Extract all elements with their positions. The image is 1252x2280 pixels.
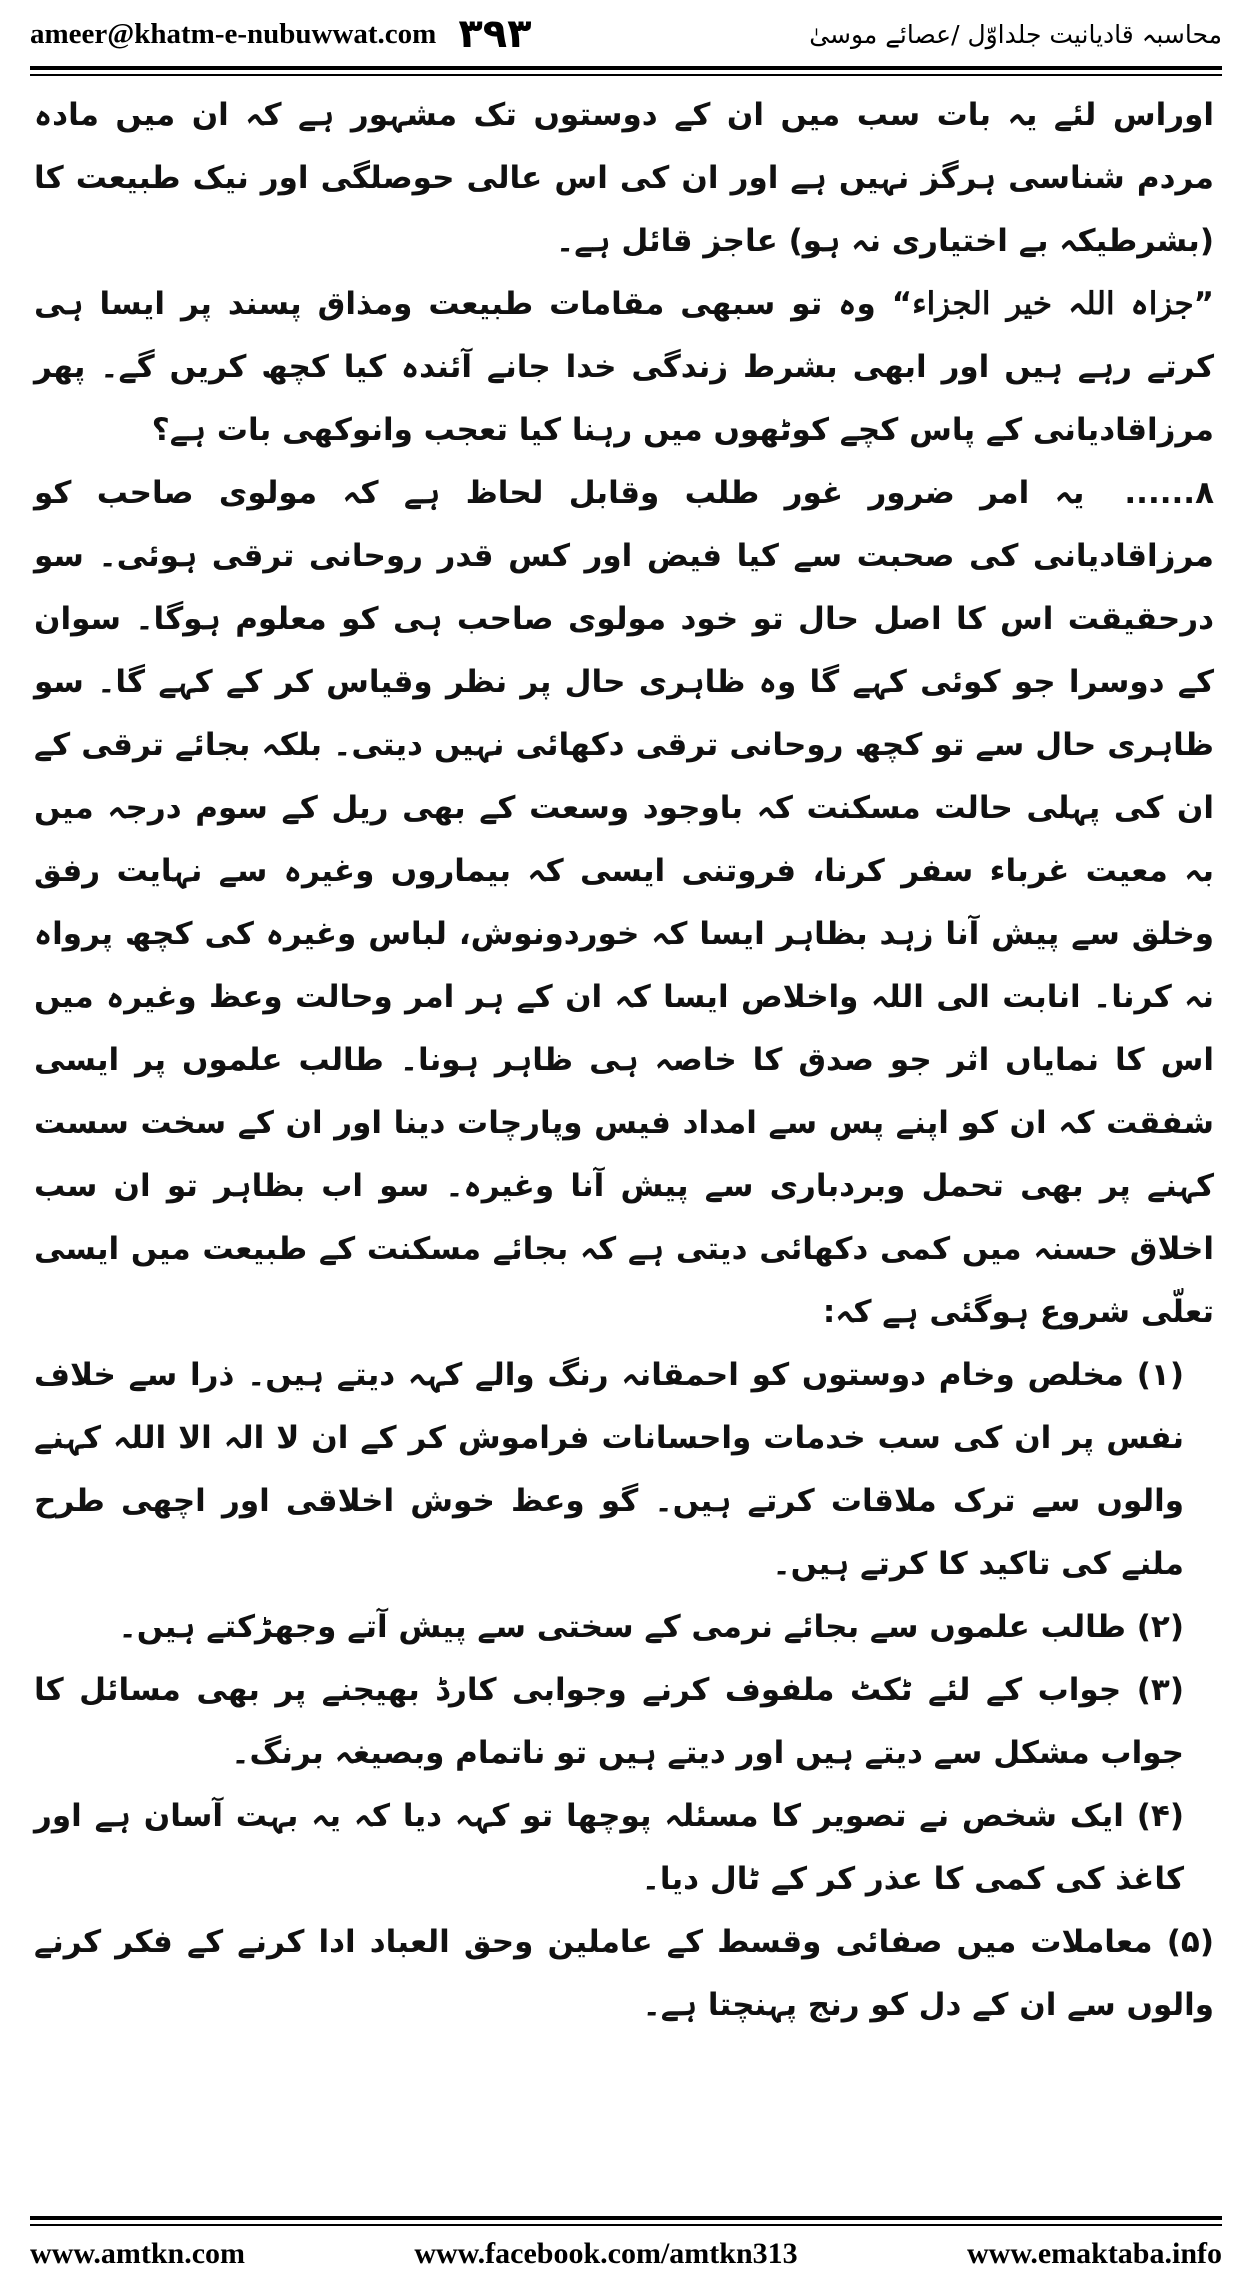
paragraph-1: اوراس لئے یہ بات سب میں ان کے دوستوں تک مشہور ہے کہ ان میں مادہ مردم شناسی ہرگز نہیں ہے اور ان کی اس عالی حوصلگی اور نیک طبیعت کا (بشرطیکہ بے اختیاری نہ ہو) عاجز قائل ہے۔ (34, 97, 1214, 259)
book-title: محاسبہ قادیانیت جلداوّل /عصائے موسیٰ (809, 19, 1222, 49)
item-text: طالب علموں سے بجائے نرمی کے سختی سے پیش آتے وجھڑکتے ہیں۔ (118, 1609, 1126, 1645)
list-item (34, 1344, 1214, 1596)
footer-link-emaktaba[interactable]: www.emaktaba.info (966, 2237, 1222, 2270)
item-text: ایک شخص نے تصویر کا مسئلہ پوچھا تو کہہ دیا کہ یہ بہت آسان ہے اور کاغذ کی کمی کا عذر کر کے ٹال دیا۔ (34, 1798, 1184, 1897)
page-footer (30, 2232, 1222, 2276)
page-number: ۳۹۳ (458, 11, 532, 57)
list-item (34, 1911, 1214, 2037)
item-number: (۲) (1136, 1609, 1184, 1645)
footer-rule-thick (30, 2216, 1222, 2220)
item-number: (۵) (1166, 1924, 1215, 1960)
page-header (30, 8, 1222, 60)
arabic-phrase: جزاہ اللہ خیر الجزاء (912, 286, 1194, 322)
quote-open: ” (1193, 286, 1214, 322)
paragraph-2 (34, 273, 1214, 462)
item-text: معاملات میں صفائی وقسط کے عاملین وحق العباد ادا کرنے کے فکر کرنے والوں سے ان کے دل کو رنج پہنچتا ہے۔ (34, 1924, 1214, 2023)
header-rule-thick (30, 66, 1222, 70)
list-item (34, 1596, 1214, 1659)
item-number: (۱) (1136, 1357, 1185, 1393)
paragraph-2-rest: “ وہ تو سبھی مقامات طبیعت ومذاق پسند پر ایسا ہی کرتے رہے ہیں اور ابھی بشرط زندگی خدا جانے آئندہ کیا کچھ کریں گے۔ پھر مرزاقادیانی کے پاس کچے کوٹھوں میں رہنا کیا تعجب وانوکھی بات ہے؟ (34, 286, 1214, 448)
item-text: جواب کے لئے ٹکٹ ملفوف کرنے وجوابی کارڈ بھیجنے پر بھی مسائل کا جواب مشکل سے دیتے ہیں اور دیتے ہیں تو ناتمام وبصیغہ برنگ۔ (34, 1672, 1184, 1771)
footer-link-amtkn[interactable]: www.amtkn.com (30, 2237, 245, 2270)
header-rule-thin (30, 74, 1222, 76)
footer-rule-thin (30, 2224, 1222, 2226)
header-email: ameer@khatm-e-nubuwwat.com (30, 17, 437, 50)
paragraph-3 (34, 462, 1214, 1344)
list-item (34, 1785, 1214, 1911)
item-text: مخلص وخام دوستوں کو احمقانہ رنگ والے کہہ دیتے ہیں۔ ذرا سے خلاف نفس پر ان کی سب خدمات واحسانات فراموش کر کے ان لا الہ الا اللہ کہنے والوں سے ترک ملاقات کرتے ہیں۔ گو وعظ خوش اخلاقی اور اچھی طرح ملنے کی تاکید کا کرتے ہیں۔ (34, 1357, 1184, 1582)
footer-link-facebook[interactable]: www.facebook.com/amtkn313 (414, 2237, 798, 2270)
section-number: ۸...... (1124, 475, 1214, 511)
item-number: (۴) (1136, 1798, 1184, 1834)
header-left-group (30, 11, 532, 57)
page-body (34, 84, 1214, 2200)
item-number: (۳) (1136, 1672, 1184, 1708)
paragraph-3-text: یہ امر ضرور غور طلب وقابل لحاظ ہے کہ مولوی صاحب کو مرزاقادیانی کی صحبت سے کیا فیض اور کس قدر روحانی ترقی ہوئی۔ سو درحقیقت اس کا اصل حال تو خود مولوی صاحب ہی کو معلوم ہوگا۔ سوان کے دوسرا جو کوئی کہے گا وہ ظاہری حال پر نظر وقیاس کر کے کہے گا۔ سو ظاہری حال سے تو کچھ روحانی ترقی دکھائی نہیں دیتی۔ بلکہ بجائے ترقی کے ان کی پہلی حالت مسکنت کہ باوجود وسعت کے بھی ریل کے سوم درجہ میں بہ معیت غرباء سفر کرنا، فروتنی ایسی کہ بیماروں وغیرہ سے نہایت رفق وخلق سے پیش آنا زہد بظاہر ایسا کہ خوردونوش، لباس وغیرہ کی کچھ پرواہ نہ کرنا۔ انابت الی اللہ واخلاص ایسا کہ ان کے ہر امر وحالت وعظ وغیرہ میں اس کا نمایاں اثر جو صدق کا خاصہ ہی ظاہر ہونا۔ طالب علموں پر ایسی شفقت کہ ان کو اپنے پس سے امداد فیس وپارچات دینا اور ان کے سخت سست کہنے پر بھی تحمل وبردباری سے پیش آنا وغیرہ۔ سو اب بظاہر تو ان سب اخلاق حسنہ میں کمی دکھائی دیتی ہے کہ بجائے مسکنت کے طبیعت میں ایسی تعلّی شروع ہوگئی ہے کہ: (34, 475, 1214, 1330)
list-item (34, 1659, 1214, 1785)
